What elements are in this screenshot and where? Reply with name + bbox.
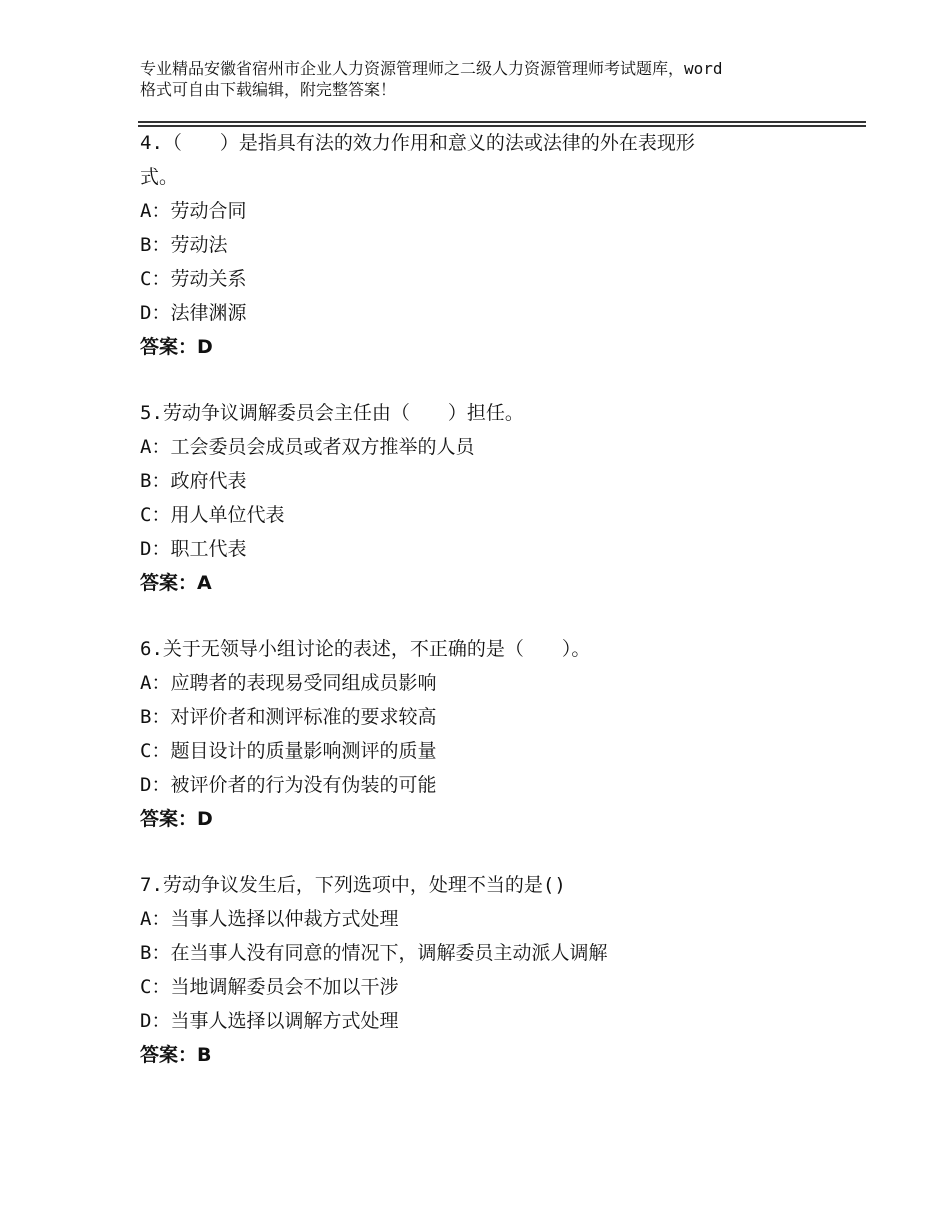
document-header	[140, 58, 840, 100]
option-c: C：当地调解委员会不加以干涉	[140, 976, 399, 998]
option-d: D：当事人选择以调解方式处理	[140, 1010, 399, 1032]
answer-label: 答案：A	[140, 572, 212, 594]
option-d: D：法律渊源	[140, 302, 247, 324]
answer-label: 答案：D	[140, 336, 213, 358]
question-7	[140, 868, 840, 1072]
option-b: B：政府代表	[140, 470, 247, 492]
question-text: 7.劳动争议发生后，下列选项中，处理不当的是()	[140, 874, 566, 896]
question-6	[140, 632, 840, 836]
answer-label: 答案：B	[140, 1044, 212, 1066]
option-a: A：工会委员会成员或者双方推举的人员	[140, 436, 475, 458]
option-b: B：劳动法	[140, 234, 228, 256]
header-line-2: 格式可自由下载编辑，附完整答案！	[140, 80, 397, 99]
question-text: 5.劳动争议调解委员会主任由（ ）担任。	[140, 402, 524, 424]
option-d: D：职工代表	[140, 538, 247, 560]
question-text: 6.关于无领导小组讨论的表述，不正确的是（ ）。	[140, 638, 591, 660]
option-c: C：题目设计的质量影响测评的质量	[140, 740, 437, 762]
option-b: B：在当事人没有同意的情况下，调解委员主动派人调解	[140, 942, 608, 964]
option-a: A：当事人选择以仲裁方式处理	[140, 908, 399, 930]
option-c: C：用人单位代表	[140, 504, 285, 526]
question-4	[140, 126, 840, 364]
header-line-1: 专业精品安徽省宿州市企业人力资源管理师之二级人力资源管理师考试题库，word	[140, 59, 723, 78]
question-text: 式。	[140, 166, 179, 188]
option-a: A：劳动合同	[140, 200, 247, 222]
option-d: D：被评价者的行为没有伪装的可能	[140, 774, 437, 796]
question-text: 4.（ ）是指具有法的效力作用和意义的法或法律的外在表现形	[140, 132, 695, 154]
answer-label: 答案：D	[140, 808, 213, 830]
header-divider-top	[138, 121, 866, 123]
question-5	[140, 396, 840, 600]
option-c: C：劳动关系	[140, 268, 247, 290]
option-b: B：对评价者和测评标准的要求较高	[140, 706, 437, 728]
option-a: A：应聘者的表现易受同组成员影响	[140, 672, 437, 694]
question-list	[140, 126, 840, 1104]
